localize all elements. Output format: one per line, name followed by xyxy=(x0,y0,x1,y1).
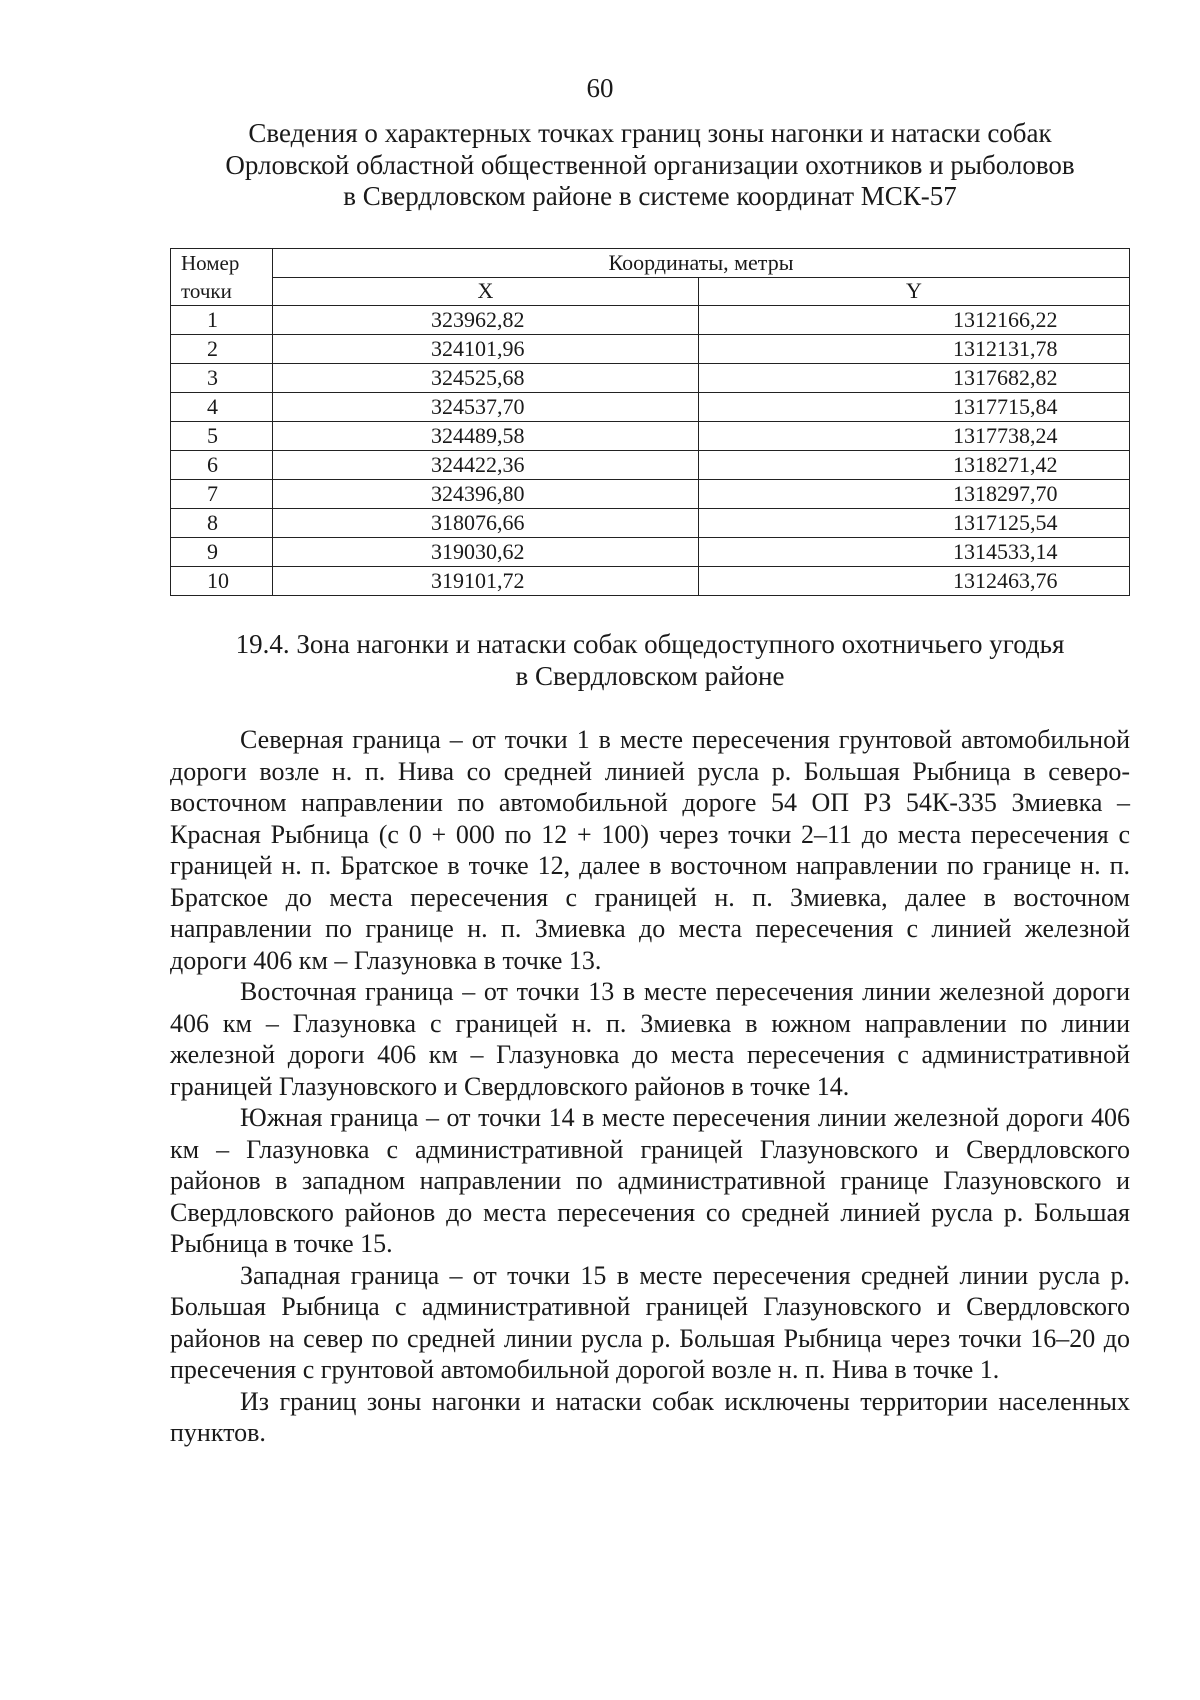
x-coordinate-cell: 324489,58 xyxy=(273,422,699,451)
table-body xyxy=(171,306,1130,596)
point-number-cell: 10 xyxy=(171,567,273,596)
section-title-line: в Свердловском районе xyxy=(515,661,785,691)
paragraph-exclusions: Из границ зоны нагонки и натаски собак исключены территории населенных пунктов. xyxy=(170,1386,1130,1447)
table-row xyxy=(171,451,1130,480)
paragraph-east-boundary: Восточная граница – от точки 13 в месте пересечения линии железной дороги 406 км – Глазуновка с границей н. п. Змиевка в южном направлении по линии железной дороги 406 км – Глазуновка до места пересечения с административной границей Глазуновского и Свердловского районов в точке 14. xyxy=(170,977,1130,1101)
caption-line: Сведения о характерных точках границ зоны нагонки и натаски собак xyxy=(248,118,1052,148)
y-coordinate-cell: 1312131,78 xyxy=(699,335,1130,364)
y-header: Y xyxy=(699,277,1130,306)
x-coordinate-cell: 324525,68 xyxy=(273,364,699,393)
point-number-header xyxy=(171,249,273,306)
table-row xyxy=(171,509,1130,538)
table-row xyxy=(171,335,1130,364)
paragraph-south-boundary: Южная граница – от точки 14 в месте пересечения линии железной дороги 406 км – Глазуновка с административной границей Глазуновского и Свердловского районов в западном направлении по административной границе Глазуновского и Свердловского районов до места пересечения со средней линией русла р. Большая Рыбница в точке 15. xyxy=(170,1103,1130,1258)
y-coordinate-cell: 1317715,84 xyxy=(699,393,1130,422)
point-number-cell: 6 xyxy=(171,451,273,480)
point-number-cell: 3 xyxy=(171,364,273,393)
x-coordinate-cell: 324101,96 xyxy=(273,335,699,364)
y-coordinate-cell: 1318271,42 xyxy=(699,451,1130,480)
y-coordinate-cell: 1317682,82 xyxy=(699,364,1130,393)
point-number-cell: 5 xyxy=(171,422,273,451)
point-number-cell: 4 xyxy=(171,393,273,422)
x-coordinate-cell: 319030,62 xyxy=(273,538,699,567)
coordinates-table xyxy=(170,248,1130,596)
y-coordinate-cell: 1317738,24 xyxy=(699,422,1130,451)
table-row xyxy=(171,306,1130,335)
caption-line: в Свердловском районе в системе координат МСК-57 xyxy=(343,181,957,211)
y-coordinate-cell: 1314533,14 xyxy=(699,538,1130,567)
page-number: 60 xyxy=(586,73,614,103)
x-coordinate-cell: 324396,80 xyxy=(273,480,699,509)
point-number-cell: 7 xyxy=(171,480,273,509)
section-title xyxy=(170,628,1130,692)
x-coordinate-cell: 323962,82 xyxy=(273,306,699,335)
body-text xyxy=(170,724,1130,1449)
table-caption xyxy=(170,118,1130,213)
point-number-header-line2: точки xyxy=(181,279,232,303)
point-number-cell: 2 xyxy=(171,335,273,364)
point-number-cell: 1 xyxy=(171,306,273,335)
x-header: X xyxy=(273,277,699,306)
x-coordinate-cell: 324422,36 xyxy=(273,451,699,480)
y-coordinate-cell: 1312166,22 xyxy=(699,306,1130,335)
paragraph-west-boundary: Западная граница – от точки 15 в месте пересечения средней линии русла р. Большая Рыбница с административной границей Глазуновского и Свердловского районов на север по средней линии русла р. Большая Рыбница через точки 16–20 до пресечения с грунтовой автомобильной дорогой возле н. п. Нива в точке 1. xyxy=(170,1260,1130,1384)
point-number-header-line1: Номер xyxy=(181,251,240,275)
y-coordinate-cell: 1317125,54 xyxy=(699,509,1130,538)
y-coordinate-cell: 1318297,70 xyxy=(699,480,1130,509)
table-row xyxy=(171,538,1130,567)
point-number-cell: 8 xyxy=(171,509,273,538)
x-coordinate-cell: 318076,66 xyxy=(273,509,699,538)
section-title-line: 19.4. Зона нагонки и натаски собак общедоступного охотничьего угодья xyxy=(235,629,1065,659)
paragraph-north-boundary: Северная граница – от точки 1 в месте пересечения грунтовой автомобильной дороги возле н. п. Нива со средней линией русла р. Большая Рыбница в северо-восточном направлении по автомобильной дороге 54 ОП РЗ 54К-335 Змиевка – Красная Рыбница (с 0 + 000 по 12 + 100) через точки 2–11 до места пересечения с границей н. п. Братское в точке 12, далее в восточном направлении по границе н. п. Братское до места пересечения с границей н. п. Змиевка, далее в восточном направлении по границе н. п. Змиевка до места пересечения с линией железной дороги 406 км – Глазуновка в точке 13. xyxy=(170,725,1130,975)
coordinates-header: Координаты, метры xyxy=(273,249,1130,278)
table-row xyxy=(171,567,1130,596)
table-row xyxy=(171,364,1130,393)
point-number-cell: 9 xyxy=(171,538,273,567)
x-coordinate-cell: 324537,70 xyxy=(273,393,699,422)
caption-line: Орловской областной общественной организации охотников и рыболовов xyxy=(225,149,1075,180)
y-coordinate-cell: 1312463,76 xyxy=(699,567,1130,596)
table-row xyxy=(171,422,1130,451)
table-row xyxy=(171,393,1130,422)
x-coordinate-cell: 319101,72 xyxy=(273,567,699,596)
table-row xyxy=(171,480,1130,509)
